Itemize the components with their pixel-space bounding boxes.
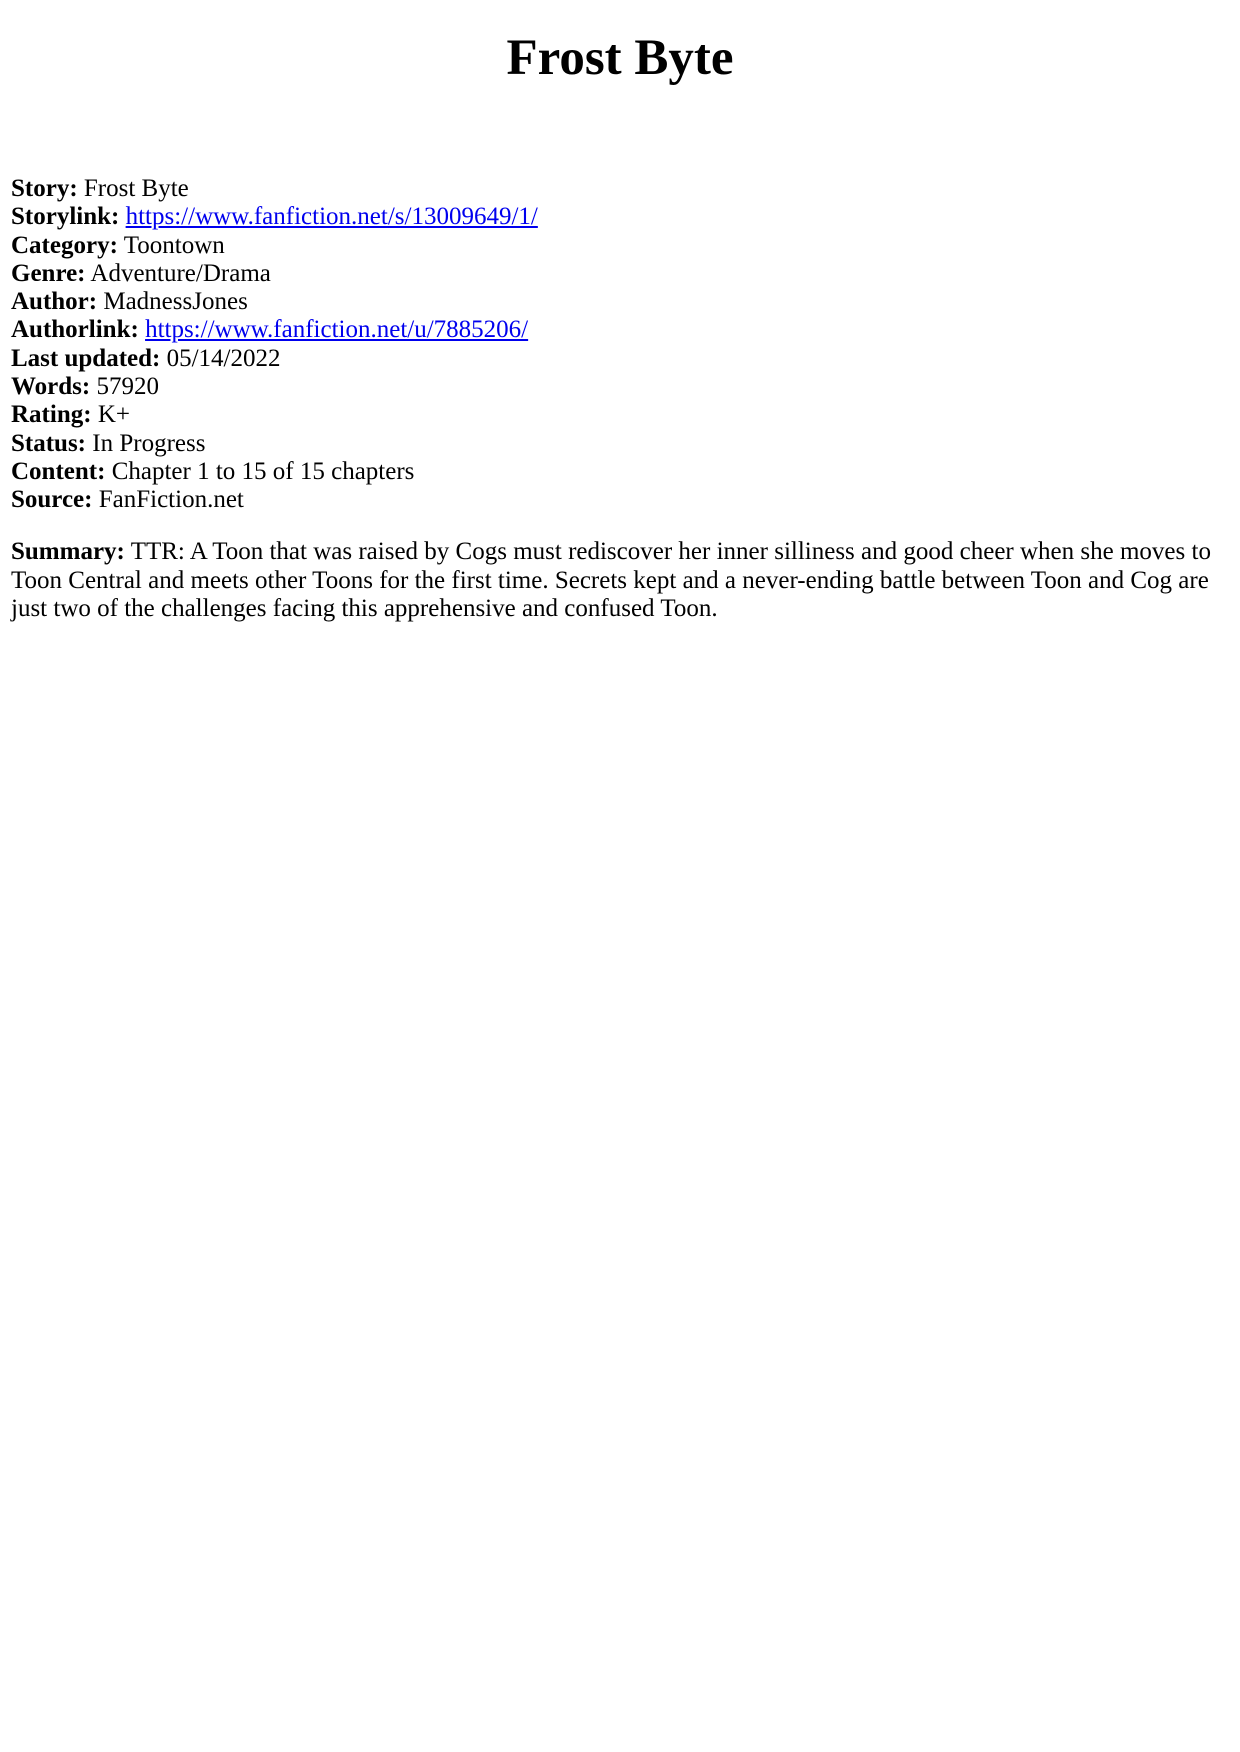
meta-value-content: Chapter 1 to 15 of 15 chapters: [111, 457, 415, 485]
meta-key-last-updated: Last updated:: [11, 344, 161, 372]
meta-value-author: MadnessJones: [103, 288, 248, 316]
meta-value-genre: Adventure/Drama: [90, 259, 271, 287]
meta-value-status: In Progress: [92, 429, 206, 457]
meta-key-author: Author:: [11, 288, 98, 316]
meta-row-genre: [11, 260, 1221, 288]
meta-row-words: [11, 373, 1221, 401]
meta-row-author: [11, 288, 1221, 316]
meta-key-story: Story:: [11, 175, 78, 202]
meta-key-status: Status:: [11, 429, 87, 457]
summary-key: Summary:: [11, 538, 125, 565]
meta-row-authorlink: [11, 316, 1221, 344]
meta-row-story: [11, 175, 1221, 203]
storylink-link[interactable]: https://www.fanfiction.net/s/13009649/1/: [125, 203, 538, 231]
meta-row-content: [11, 458, 1221, 486]
summary-text: TTR: A Toon that was raised by Cogs must rediscover her inner silliness and good cheer when she moves to Toon Central and meets other Toons for the first time. Secrets kept and a never-ending battle between Toon and Cog are just two of the challenges facing this apprehensive and confused Toon.: [11, 538, 1211, 622]
meta-key-storylink: Storylink:: [11, 203, 120, 231]
meta-key-words: Words:: [11, 373, 91, 401]
meta-key-source: Source:: [11, 486, 93, 514]
meta-value-category: Toontown: [123, 231, 225, 259]
meta-row-status: [11, 430, 1221, 458]
meta-key-authorlink: Authorlink:: [11, 316, 139, 344]
meta-row-source: [11, 486, 1221, 514]
meta-key-genre: Genre:: [11, 259, 86, 287]
meta-row-rating: [11, 401, 1221, 429]
meta-key-category: Category:: [11, 231, 118, 259]
meta-value-words: 57920: [96, 373, 159, 401]
meta-value-last-updated: 05/14/2022: [166, 344, 281, 372]
meta-row-category: [11, 232, 1221, 260]
meta-row-last-updated: [11, 345, 1221, 373]
metadata-list: [11, 175, 1221, 515]
authorlink-link[interactable]: https://www.fanfiction.net/u/7885206/: [145, 316, 529, 344]
page-title: Frost Byte: [506, 30, 734, 86]
meta-key-rating: Rating:: [11, 401, 92, 429]
meta-row-storylink: [11, 203, 1221, 231]
meta-key-content: Content:: [11, 457, 106, 485]
summary-paragraph: [11, 538, 1223, 624]
meta-value-rating: K+: [97, 401, 130, 429]
meta-value-source: FanFiction.net: [98, 486, 244, 514]
meta-value-story: Frost Byte: [83, 175, 189, 202]
